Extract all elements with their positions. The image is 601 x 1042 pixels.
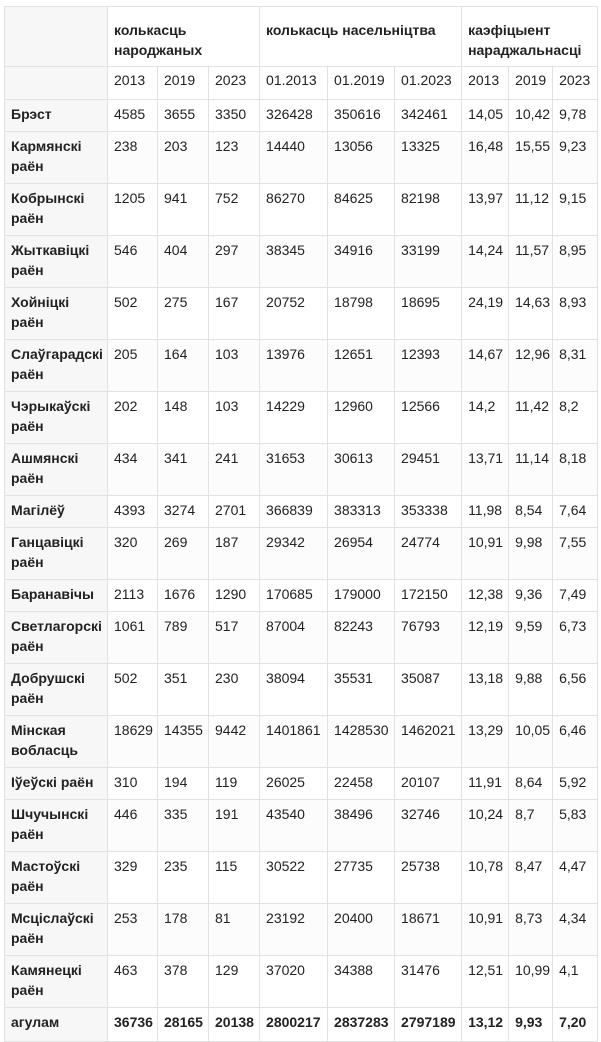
region-name: Кармянскі раён (5, 132, 108, 184)
value-cell: 1676 (158, 580, 209, 612)
group-header-row (5, 7, 598, 67)
value-cell: 8,31 (553, 340, 598, 392)
year-header: 2019 (158, 67, 209, 100)
value-cell: 7,64 (553, 496, 598, 528)
value-cell: 15,55 (509, 132, 553, 184)
value-cell: 20400 (328, 904, 395, 956)
value-cell: 502 (108, 288, 158, 340)
value-cell: 8,47 (509, 852, 553, 904)
region-name: Брэст (5, 100, 108, 132)
value-cell: 129 (209, 956, 260, 1008)
value-cell: 81 (209, 904, 260, 956)
value-cell: 26954 (328, 528, 395, 580)
value-cell: 38345 (260, 236, 328, 288)
value-cell: 297 (209, 236, 260, 288)
value-cell: 115 (209, 852, 260, 904)
value-cell: 14,63 (509, 288, 553, 340)
value-cell: 10,99 (509, 956, 553, 1008)
value-cell: 178 (158, 904, 209, 956)
value-cell: 5,83 (553, 800, 598, 852)
table-row (5, 496, 598, 528)
value-cell: 29451 (395, 444, 462, 496)
value-cell: 230 (209, 664, 260, 716)
value-cell: 253 (108, 904, 158, 956)
value-cell: 194 (158, 768, 209, 800)
value-cell: 1290 (209, 580, 260, 612)
year-header: 2023 (553, 67, 598, 100)
value-cell: 9,23 (553, 132, 598, 184)
value-cell: 10,91 (462, 528, 509, 580)
value-cell: 33199 (395, 236, 462, 288)
value-cell: 6,73 (553, 612, 598, 664)
value-cell: 9,88 (509, 664, 553, 716)
value-cell: 2701 (209, 496, 260, 528)
value-cell: 9,78 (553, 100, 598, 132)
value-cell: 43540 (260, 800, 328, 852)
value-cell: 4,1 (553, 956, 598, 1008)
value-cell: 16,48 (462, 132, 509, 184)
value-cell: 103 (209, 340, 260, 392)
value-cell: 752 (209, 184, 260, 236)
value-cell: 34388 (328, 956, 395, 1008)
value-cell: 546 (108, 236, 158, 288)
births-header: колькасць народжаных (108, 7, 260, 67)
value-cell: 11,91 (462, 768, 509, 800)
value-cell: 342461 (395, 100, 462, 132)
table-row (5, 288, 598, 340)
region-name: Магілёў (5, 496, 108, 528)
value-cell: 1401861 (260, 716, 328, 768)
region-name: Чэрыкаўскі раён (5, 392, 108, 444)
table-row (5, 664, 598, 716)
value-cell: 11,12 (509, 184, 553, 236)
value-cell: 8,95 (553, 236, 598, 288)
value-cell: 275 (158, 288, 209, 340)
value-cell: 20107 (395, 768, 462, 800)
value-cell: 326428 (260, 100, 328, 132)
total-value-cell: 28165 (158, 1008, 209, 1042)
years-header-row (5, 67, 598, 100)
value-cell: 310 (108, 768, 158, 800)
value-cell: 31476 (395, 956, 462, 1008)
year-header: 2023 (209, 67, 260, 100)
total-value-cell: 2800217 (260, 1008, 328, 1042)
table-row (5, 904, 598, 956)
value-cell: 84625 (328, 184, 395, 236)
total-value-cell: 36736 (108, 1008, 158, 1042)
value-cell: 172150 (395, 580, 462, 612)
value-cell: 11,57 (509, 236, 553, 288)
value-cell: 31653 (260, 444, 328, 496)
value-cell: 1061 (108, 612, 158, 664)
region-name: Жыткавіцкі раён (5, 236, 108, 288)
value-cell: 383313 (328, 496, 395, 528)
table-body (5, 100, 598, 1042)
value-cell: 82198 (395, 184, 462, 236)
value-cell: 9,98 (509, 528, 553, 580)
value-cell: 4,47 (553, 852, 598, 904)
corner-cell (5, 7, 108, 67)
coef-header: каэфіцыент нараджальнасці (462, 7, 598, 67)
value-cell: 32746 (395, 800, 462, 852)
table-row (5, 184, 598, 236)
value-cell: 4585 (108, 100, 158, 132)
value-cell: 12651 (328, 340, 395, 392)
value-cell: 13325 (395, 132, 462, 184)
value-cell: 9,36 (509, 580, 553, 612)
value-cell: 14355 (158, 716, 209, 768)
value-cell: 14,24 (462, 236, 509, 288)
table-row (5, 100, 598, 132)
value-cell: 404 (158, 236, 209, 288)
table-row (5, 768, 598, 800)
table-row (5, 132, 598, 184)
value-cell: 7,49 (553, 580, 598, 612)
value-cell: 12,19 (462, 612, 509, 664)
value-cell: 8,18 (553, 444, 598, 496)
value-cell: 24,19 (462, 288, 509, 340)
value-cell: 8,93 (553, 288, 598, 340)
population-header: колькасць насельніцтва (260, 7, 462, 67)
year-header: 2013 (462, 67, 509, 100)
value-cell: 8,64 (509, 768, 553, 800)
value-cell: 82243 (328, 612, 395, 664)
value-cell: 18695 (395, 288, 462, 340)
birth-rate-table (4, 6, 598, 1042)
value-cell: 12393 (395, 340, 462, 392)
value-cell: 38496 (328, 800, 395, 852)
value-cell: 434 (108, 444, 158, 496)
total-value-cell: 13,12 (462, 1008, 509, 1042)
year-header: 2019 (509, 67, 553, 100)
value-cell: 335 (158, 800, 209, 852)
table-row (5, 528, 598, 580)
table-row (5, 956, 598, 1008)
value-cell: 366839 (260, 496, 328, 528)
value-cell: 6,46 (553, 716, 598, 768)
value-cell: 8,2 (553, 392, 598, 444)
region-name: Баранавічы (5, 580, 108, 612)
value-cell: 9,15 (553, 184, 598, 236)
value-cell: 203 (158, 132, 209, 184)
value-cell: 502 (108, 664, 158, 716)
table-row (5, 716, 598, 768)
value-cell: 14,05 (462, 100, 509, 132)
value-cell: 14440 (260, 132, 328, 184)
region-name: Шчучынскі раён (5, 800, 108, 852)
value-cell: 320 (108, 528, 158, 580)
value-cell: 6,56 (553, 664, 598, 716)
total-value-cell: 2837283 (328, 1008, 395, 1042)
table-row (5, 612, 598, 664)
value-cell: 4393 (108, 496, 158, 528)
region-name: Мсціслаўскі раён (5, 904, 108, 956)
value-cell: 12566 (395, 392, 462, 444)
value-cell: 13,18 (462, 664, 509, 716)
value-cell: 463 (108, 956, 158, 1008)
value-cell: 12,96 (509, 340, 553, 392)
value-cell: 238 (108, 132, 158, 184)
region-name: Добрушскі раён (5, 664, 108, 716)
value-cell: 3274 (158, 496, 209, 528)
value-cell: 30613 (328, 444, 395, 496)
value-cell: 167 (209, 288, 260, 340)
region-name: Кобрынскі раён (5, 184, 108, 236)
total-value-cell: 2797189 (395, 1008, 462, 1042)
value-cell: 10,78 (462, 852, 509, 904)
value-cell: 179000 (328, 580, 395, 612)
value-cell: 11,42 (509, 392, 553, 444)
value-cell: 341 (158, 444, 209, 496)
region-name: Камянецкі раён (5, 956, 108, 1008)
value-cell: 8,73 (509, 904, 553, 956)
value-cell: 941 (158, 184, 209, 236)
value-cell: 18629 (108, 716, 158, 768)
value-cell: 86270 (260, 184, 328, 236)
year-header: 01.2013 (260, 67, 328, 100)
value-cell: 35531 (328, 664, 395, 716)
region-name: Ганцавіцкі раён (5, 528, 108, 580)
value-cell: 13,71 (462, 444, 509, 496)
value-cell: 119 (209, 768, 260, 800)
value-cell: 7,55 (553, 528, 598, 580)
value-cell: 378 (158, 956, 209, 1008)
value-cell: 3655 (158, 100, 209, 132)
value-cell: 9,59 (509, 612, 553, 664)
value-cell: 241 (209, 444, 260, 496)
value-cell: 10,91 (462, 904, 509, 956)
value-cell: 25738 (395, 852, 462, 904)
value-cell: 13976 (260, 340, 328, 392)
value-cell: 269 (158, 528, 209, 580)
value-cell: 170685 (260, 580, 328, 612)
value-cell: 30522 (260, 852, 328, 904)
table-row (5, 444, 598, 496)
value-cell: 14229 (260, 392, 328, 444)
table-row (5, 340, 598, 392)
total-label: агулам (5, 1008, 108, 1042)
value-cell: 2113 (108, 580, 158, 612)
value-cell: 205 (108, 340, 158, 392)
value-cell: 12,51 (462, 956, 509, 1008)
value-cell: 12,38 (462, 580, 509, 612)
value-cell: 329 (108, 852, 158, 904)
value-cell: 38094 (260, 664, 328, 716)
value-cell: 14,67 (462, 340, 509, 392)
value-cell: 11,14 (509, 444, 553, 496)
value-cell: 103 (209, 392, 260, 444)
value-cell: 10,42 (509, 100, 553, 132)
value-cell: 37020 (260, 956, 328, 1008)
value-cell: 10,05 (509, 716, 553, 768)
table-row (5, 580, 598, 612)
value-cell: 148 (158, 392, 209, 444)
region-name: Ашмянскі раён (5, 444, 108, 496)
value-cell: 8,54 (509, 496, 553, 528)
region-name: Мастоўскі раён (5, 852, 108, 904)
value-cell: 13,97 (462, 184, 509, 236)
value-cell: 202 (108, 392, 158, 444)
value-cell: 23192 (260, 904, 328, 956)
value-cell: 18798 (328, 288, 395, 340)
value-cell: 9442 (209, 716, 260, 768)
value-cell: 87004 (260, 612, 328, 664)
year-header: 2013 (108, 67, 158, 100)
value-cell: 34916 (328, 236, 395, 288)
value-cell: 35087 (395, 664, 462, 716)
value-cell: 235 (158, 852, 209, 904)
value-cell: 351 (158, 664, 209, 716)
value-cell: 187 (209, 528, 260, 580)
table-row (5, 236, 598, 288)
table-row (5, 392, 598, 444)
value-cell: 12960 (328, 392, 395, 444)
value-cell: 76793 (395, 612, 462, 664)
value-cell: 14,2 (462, 392, 509, 444)
value-cell: 1428530 (328, 716, 395, 768)
corner-cell (5, 67, 108, 100)
value-cell: 789 (158, 612, 209, 664)
value-cell: 11,98 (462, 496, 509, 528)
value-cell: 13,29 (462, 716, 509, 768)
region-name: Мінская вобласць (5, 716, 108, 768)
value-cell: 350616 (328, 100, 395, 132)
value-cell: 24774 (395, 528, 462, 580)
value-cell: 446 (108, 800, 158, 852)
year-header: 01.2019 (328, 67, 395, 100)
value-cell: 1205 (108, 184, 158, 236)
table-row (5, 852, 598, 904)
value-cell: 27735 (328, 852, 395, 904)
year-header: 01.2023 (395, 67, 462, 100)
total-value-cell: 7,20 (553, 1008, 598, 1042)
region-name: Іўеўскі раён (5, 768, 108, 800)
table-row (5, 800, 598, 852)
value-cell: 5,92 (553, 768, 598, 800)
total-value-cell: 20138 (209, 1008, 260, 1042)
value-cell: 13056 (328, 132, 395, 184)
value-cell: 18671 (395, 904, 462, 956)
value-cell: 353338 (395, 496, 462, 528)
value-cell: 191 (209, 800, 260, 852)
value-cell: 123 (209, 132, 260, 184)
region-name: Хойніцкі раён (5, 288, 108, 340)
value-cell: 20752 (260, 288, 328, 340)
value-cell: 164 (158, 340, 209, 392)
value-cell: 26025 (260, 768, 328, 800)
total-value-cell: 9,93 (509, 1008, 553, 1042)
value-cell: 10,24 (462, 800, 509, 852)
value-cell: 1462021 (395, 716, 462, 768)
value-cell: 517 (209, 612, 260, 664)
value-cell: 4,34 (553, 904, 598, 956)
region-name: Светлагорскі раён (5, 612, 108, 664)
total-row (5, 1008, 598, 1042)
value-cell: 8,7 (509, 800, 553, 852)
value-cell: 29342 (260, 528, 328, 580)
value-cell: 22458 (328, 768, 395, 800)
value-cell: 3350 (209, 100, 260, 132)
region-name: Слаўгарадскі раён (5, 340, 108, 392)
